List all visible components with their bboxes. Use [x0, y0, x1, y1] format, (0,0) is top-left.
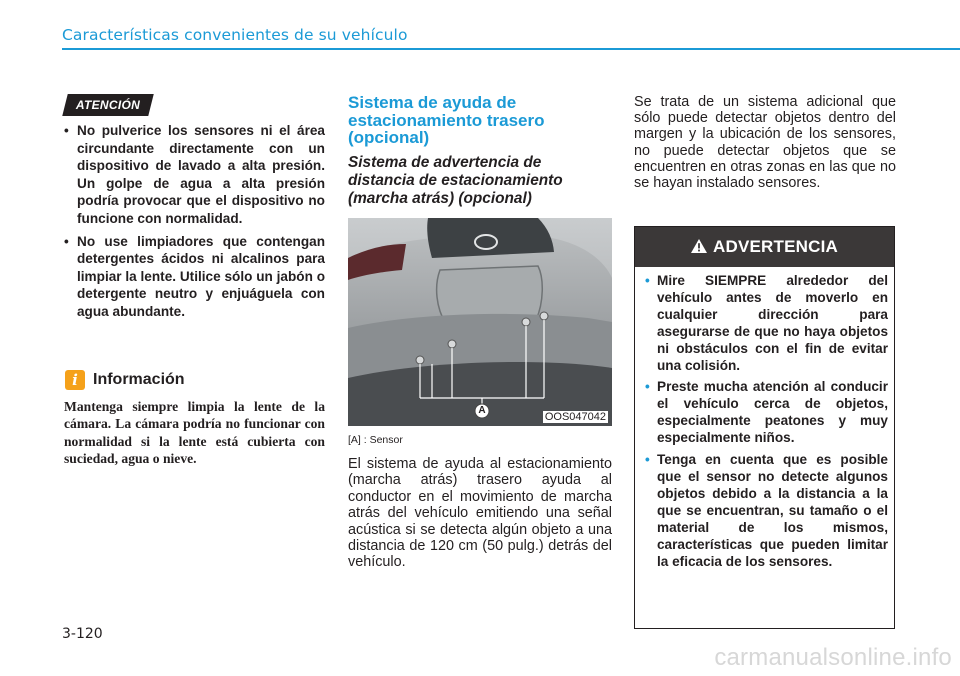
warning-header — [635, 227, 894, 267]
header-rule — [62, 48, 960, 50]
attention-badge — [62, 94, 153, 116]
watermark: carmanualsonline.info — [714, 644, 952, 671]
image-caption: [A] : Sensor — [348, 434, 403, 446]
warning-title: ADVERTENCIA — [713, 237, 838, 256]
page-header-title: Características convenientes de su vehículo — [62, 26, 408, 44]
attention-list — [64, 122, 325, 326]
warning-list — [645, 273, 888, 575]
warning-triangle-icon — [691, 228, 707, 268]
warning-item: • Mire SIEMPRE alrededor del vehículo antes de moverlo en cualquier dirección para asegurarse de que no haya objetos ni obstáculos con el fin de evitar una colisión. — [645, 273, 888, 374]
column3-intro: Se trata de un sistema adicional que sólo puede detectar objetos dentro del margen y la ubicación de los sensores, no puede detectar objetos que se encuentren en otras zonas en las que no se hayan instalado sensores. — [634, 94, 896, 192]
sensor-callout-label: A — [478, 405, 486, 416]
information-title: Información — [93, 371, 185, 388]
section-title: Sistema de ayuda de estacionamiento trasero (opcional) — [348, 93, 545, 147]
rear-bumper-sensor-image — [348, 218, 612, 426]
warning-item: • Tenga en cuenta que es posible que el sensor no detecte algunos objetos debido a la distancia a la que se encuentran, su tamaño o el material de los mismos, características que pueden limitar la eficacia de los sensores. — [645, 452, 888, 570]
information-body: Mantenga siempre limpia la lente de la cámara. La cámara podría no funcionar con normalidad si la lente está cubierta con suciedad, agua o nieve. — [64, 399, 325, 467]
warning-item: • Preste mucha atención al conducir el vehículo cerca de objetos, especialmente peatones y muy especialmente niños. — [645, 379, 888, 447]
page-number: 3-120 — [62, 626, 103, 642]
attention-item: • No pulverice los sensores ni el área circundante directamente con un dispositivo de lavado a alta presión. Un golpe de agua a alta presión podría provocar que el dispositivo no funcione con normalidad. — [64, 122, 325, 228]
attention-badge-label: ATENCIÓN — [75, 98, 141, 112]
warning-box — [634, 226, 895, 629]
section-subtitle: Sistema de advertencia de distancia de estacionamiento (marcha atrás) (opcional) — [348, 154, 563, 207]
section-body: El sistema de ayuda al estacionamiento (marcha atrás) trasero ayuda al conductor en el movimiento de marcha atrás del vehículo emitiendo una señal acústica si se detecta algún objeto a una distancia de 120 cm (50 pulg.) detrás del vehículo. — [348, 456, 612, 571]
car-rear-illustration — [348, 218, 612, 426]
attention-item: • No use limpiadores que contengan detergentes ácidos ni alcalinos para limpiar la lente. Utilice sólo un jabón o detergente neutro y enjuáguela con agua abundante. — [64, 233, 325, 321]
info-icon: i — [65, 370, 85, 390]
image-code: OOS047042 — [544, 411, 606, 423]
